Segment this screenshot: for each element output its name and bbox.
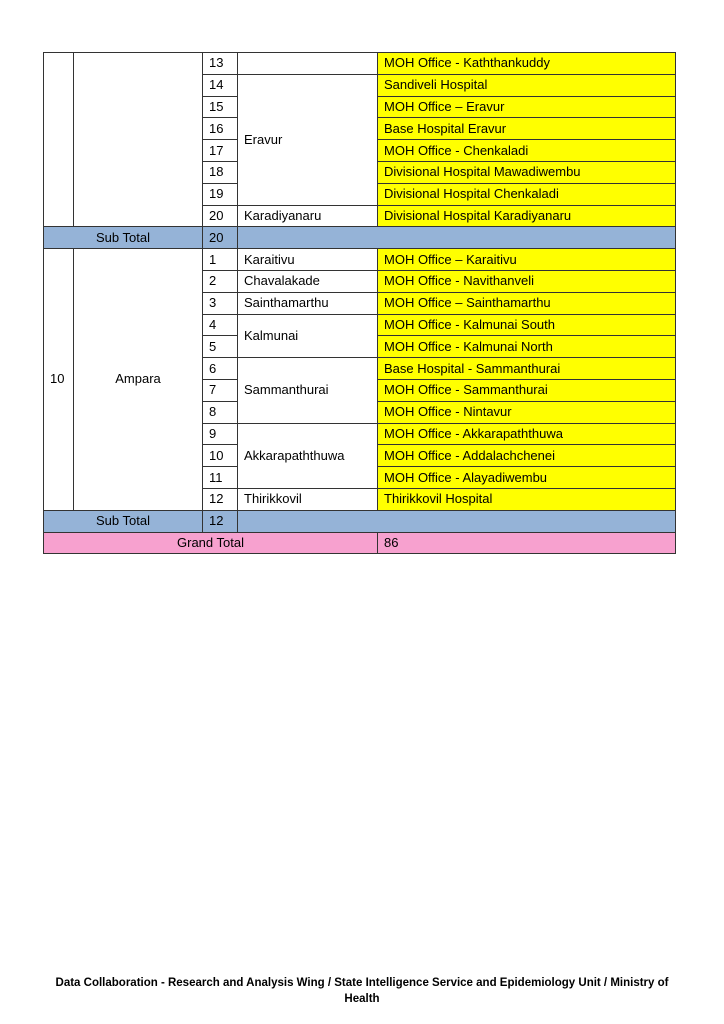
grand-total-value: 86 <box>378 532 676 554</box>
institution-cell: MOH Office - Akkarapaththuwa <box>378 423 676 445</box>
row-number: 6 <box>203 358 238 380</box>
institution-cell: MOH Office - Alayadiwembu <box>378 467 676 489</box>
location-cell: Karadiyanaru <box>238 205 378 227</box>
location-cell: Kalmunai <box>238 314 378 358</box>
index-cell: 10 <box>44 249 74 511</box>
institution-cell: MOH Office – Eravur <box>378 96 676 118</box>
row-number: 1 <box>203 249 238 271</box>
institution-cell: MOH Office - Kaththankuddy <box>378 53 676 75</box>
institution-cell: MOH Office - Kalmunai South <box>378 314 676 336</box>
institution-cell: MOH Office - Sammanthurai <box>378 379 676 401</box>
row-number: 19 <box>203 183 238 205</box>
row-number: 17 <box>203 140 238 162</box>
page-footer <box>30 975 694 1007</box>
row-number: 18 <box>203 161 238 183</box>
institution-cell: MOH Office - Chenkaladi <box>378 140 676 162</box>
institution-cell: Thirikkovil Hospital <box>378 488 676 510</box>
institution-cell: MOH Office - Nintavur <box>378 401 676 423</box>
row-number: 2 <box>203 270 238 292</box>
subtotal-row <box>44 227 676 249</box>
row-number: 10 <box>203 445 238 467</box>
row-number: 12 <box>203 488 238 510</box>
footer-line: Data Collaboration - Research and Analysis Wing / State Intelligence Service and Epidemiology Unit / Ministry of <box>55 977 669 989</box>
institution-cell: MOH Office – Karaitivu <box>378 249 676 271</box>
institution-cell: Divisional Hospital Karadiyanaru <box>378 205 676 227</box>
location-cell: Sainthamarthu <box>238 292 378 314</box>
institution-cell: MOH Office - Addalachchenei <box>378 445 676 467</box>
institution-cell: Divisional Hospital Chenkaladi <box>378 183 676 205</box>
facility-table <box>43 52 676 554</box>
subtotal-value: 20 <box>203 227 238 249</box>
row-number: 7 <box>203 379 238 401</box>
grand-total-row <box>44 532 676 554</box>
institution-cell: MOH Office – Sainthamarthu <box>378 292 676 314</box>
subtotal-empty <box>238 510 676 532</box>
subtotal-empty <box>238 227 676 249</box>
row-number: 20 <box>203 205 238 227</box>
institution-cell: MOH Office - Kalmunai North <box>378 336 676 358</box>
subtotal-label: Sub Total <box>44 510 203 532</box>
institution-cell: Base Hospital - Sammanthurai <box>378 358 676 380</box>
location-cell: Chavalakade <box>238 270 378 292</box>
row-number: 15 <box>203 96 238 118</box>
footer-line: Health <box>344 993 380 1005</box>
row-number: 8 <box>203 401 238 423</box>
row-number: 14 <box>203 74 238 96</box>
index-cell <box>44 53 74 227</box>
row-number: 3 <box>203 292 238 314</box>
subtotal-row <box>44 510 676 532</box>
row-number: 9 <box>203 423 238 445</box>
subtotal-label: Sub Total <box>44 227 203 249</box>
subtotal-value: 12 <box>203 510 238 532</box>
location-cell: Akkarapaththuwa <box>238 423 378 488</box>
institution-cell: Base Hospital Eravur <box>378 118 676 140</box>
institution-cell: Divisional Hospital Mawadiwembu <box>378 161 676 183</box>
row-number: 11 <box>203 467 238 489</box>
location-cell <box>238 53 378 75</box>
location-cell: Sammanthurai <box>238 358 378 423</box>
row-number: 4 <box>203 314 238 336</box>
table-row <box>44 53 676 75</box>
institution-cell: MOH Office - Navithanveli <box>378 270 676 292</box>
row-number: 5 <box>203 336 238 358</box>
row-number: 13 <box>203 53 238 75</box>
location-cell: Thirikkovil <box>238 488 378 510</box>
district-cell <box>74 53 203 227</box>
row-number: 16 <box>203 118 238 140</box>
location-cell: Eravur <box>238 74 378 205</box>
grand-total-label: Grand Total <box>44 532 378 554</box>
institution-cell: Sandiveli Hospital <box>378 74 676 96</box>
district-cell: Ampara <box>74 249 203 511</box>
location-cell: Karaitivu <box>238 249 378 271</box>
table-row <box>44 249 676 271</box>
